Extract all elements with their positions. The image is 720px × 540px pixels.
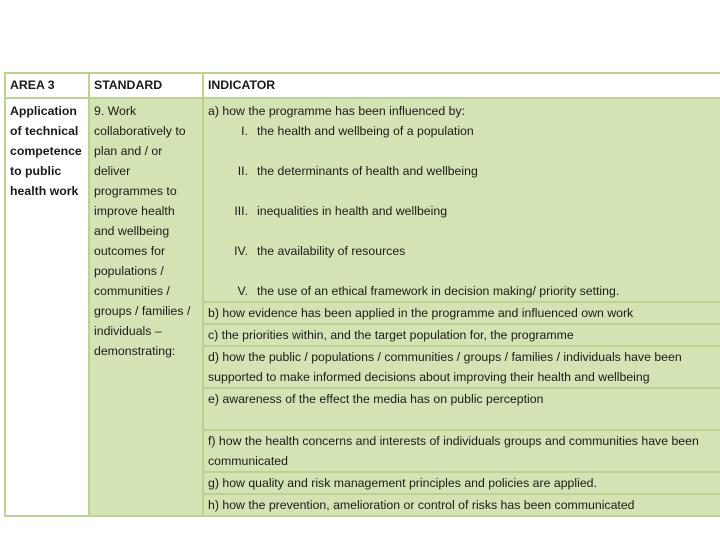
sub-item-text: the availability of resources xyxy=(257,244,406,258)
indicator-h: h) how the prevention, amelioration or control of risks has been communicated xyxy=(203,494,720,516)
indicator-g: g) how quality and risk management principles and policies are applied. xyxy=(203,472,720,494)
header-standard: STANDARD xyxy=(89,73,203,98)
header-indicator: INDICATOR xyxy=(203,73,720,98)
sub-item-number: III. xyxy=(234,204,248,218)
indicator-c: c) the priorities within, and the target population for, the programme xyxy=(203,324,720,346)
sub-item-number: IV. xyxy=(234,244,248,258)
indicator-a-sublist xyxy=(208,121,716,301)
indicator-e-text: e) awareness of the effect the media has on public perception xyxy=(208,392,544,406)
sub-item-text: inequalities in health and wellbeing xyxy=(257,204,448,218)
standard-description: 9. Work collaboratively to plan and / or deliver programmes to improve health and wellbeing outcomes for populations / communities / groups / families / individuals – demonstrating: xyxy=(89,98,203,516)
indicator-f: f) how the health concerns and interests of individuals groups and communities have been communicated xyxy=(203,430,720,472)
indicator-e xyxy=(203,388,720,430)
header-area: AREA 3 xyxy=(5,73,89,98)
indicator-b: b) how evidence has been applied in the programme and influenced own work xyxy=(203,302,720,324)
sub-item-5 xyxy=(208,281,716,301)
indicator-a-intro: a) how the programme has been influenced by: xyxy=(208,104,466,118)
sub-item-number: I. xyxy=(241,124,248,138)
sub-item-text: the health and wellbeing of a population xyxy=(257,124,474,138)
sub-item-2 xyxy=(208,161,716,181)
sub-item-number: II. xyxy=(237,164,248,178)
sub-item-number: V. xyxy=(237,284,248,298)
sub-item-text: the use of an ethical framework in decision making/ priority setting. xyxy=(257,284,620,298)
header-row xyxy=(5,73,720,98)
area-description: Application of technical competence to public health work xyxy=(5,98,89,516)
blank-line xyxy=(208,409,716,429)
sub-item-4 xyxy=(208,241,716,261)
indicator-row-a xyxy=(5,98,720,302)
sub-item-1 xyxy=(208,121,716,141)
sub-item-text: the determinants of health and wellbeing xyxy=(257,164,478,178)
sub-item-3 xyxy=(208,201,716,221)
standards-table xyxy=(4,72,720,517)
indicator-a xyxy=(203,98,720,302)
indicator-d: d) how the public / populations / communities / groups / families / individuals have been supported to make informed decisions about improving their health and wellbeing xyxy=(203,346,720,388)
